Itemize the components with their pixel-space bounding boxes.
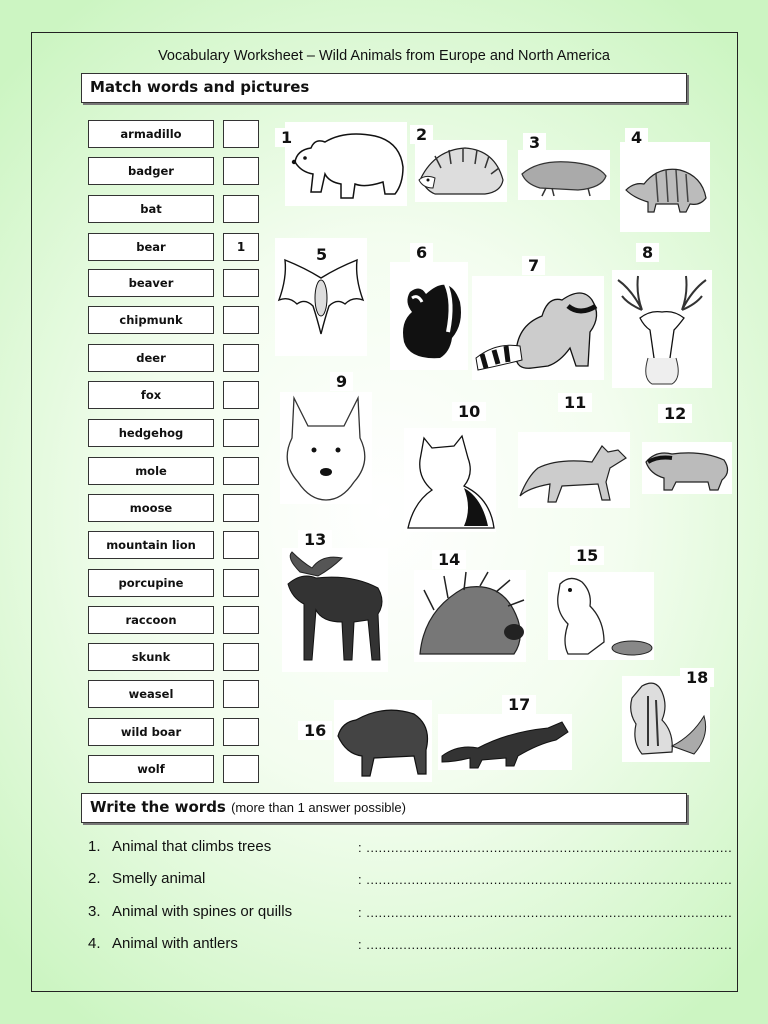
word-skunk: skunk bbox=[88, 643, 214, 671]
picture-badger bbox=[642, 442, 732, 494]
picture-number: 10 bbox=[452, 402, 486, 421]
answer-box-bat[interactable] bbox=[223, 195, 259, 223]
deer-icon bbox=[612, 270, 712, 388]
answer-box-chipmunk[interactable] bbox=[223, 306, 259, 334]
picture-number: 16 bbox=[298, 721, 332, 740]
write-section-heading bbox=[81, 793, 687, 823]
word-badger: badger bbox=[88, 157, 214, 185]
match-section-heading bbox=[81, 73, 687, 103]
answer-box-wolf[interactable] bbox=[223, 755, 259, 783]
picture-number: 14 bbox=[432, 550, 466, 569]
porcupine-icon bbox=[414, 570, 526, 662]
picture-wolf bbox=[280, 392, 372, 504]
answer-line-4[interactable]: : ......................................................................................... bbox=[358, 937, 733, 952]
word-wild-boar: wild boar bbox=[88, 718, 214, 746]
picture-wild-boar bbox=[334, 700, 432, 782]
weasel-icon bbox=[438, 714, 572, 770]
answer-box-moose[interactable] bbox=[223, 494, 259, 522]
picture-number: 5 bbox=[310, 245, 333, 264]
answer-box-badger[interactable] bbox=[223, 157, 259, 185]
word-bat: bat bbox=[88, 195, 214, 223]
picture-chipmunk bbox=[622, 676, 710, 762]
answer-box-hedgehog[interactable] bbox=[223, 419, 259, 447]
picture-mole bbox=[518, 150, 610, 200]
answer-box-beaver[interactable] bbox=[223, 269, 259, 297]
answer-box-armadillo[interactable] bbox=[223, 120, 259, 148]
badger-icon bbox=[642, 442, 732, 494]
word-beaver: beaver bbox=[88, 269, 214, 297]
picture-number: 2 bbox=[410, 125, 433, 144]
write-heading-subtext: (more than 1 answer possible) bbox=[231, 800, 406, 815]
mole-icon bbox=[518, 150, 610, 200]
picture-number: 13 bbox=[298, 530, 332, 549]
answer-box-porcupine[interactable] bbox=[223, 569, 259, 597]
picture-number: 18 bbox=[680, 668, 714, 687]
answer-line-2[interactable]: : ......................................................................................... bbox=[358, 872, 733, 887]
picture-number: 4 bbox=[625, 128, 648, 147]
answer-box-weasel[interactable] bbox=[223, 680, 259, 708]
answer-box-bear[interactable]: 1 bbox=[223, 233, 259, 261]
answer-box-mole[interactable] bbox=[223, 457, 259, 485]
word-raccoon: raccoon bbox=[88, 606, 214, 634]
picture-number: 1 bbox=[275, 128, 298, 147]
picture-number: 3 bbox=[523, 133, 546, 152]
picture-raccoon bbox=[472, 276, 604, 380]
word-fox: fox bbox=[88, 381, 214, 409]
picture-hedgehog bbox=[415, 140, 507, 202]
question-3: 3. Animal with spines or quills bbox=[88, 903, 293, 920]
answer-box-skunk[interactable] bbox=[223, 643, 259, 671]
word-wolf: wolf bbox=[88, 755, 214, 783]
picture-number: 15 bbox=[570, 546, 604, 565]
picture-number: 17 bbox=[502, 695, 536, 714]
picture-moose bbox=[282, 548, 388, 672]
answer-box-mountain-lion[interactable] bbox=[223, 531, 259, 559]
word-mole: mole bbox=[88, 457, 214, 485]
moose-icon bbox=[282, 548, 388, 672]
fox-icon bbox=[518, 432, 630, 508]
word-hedgehog: hedgehog bbox=[88, 419, 214, 447]
picture-porcupine bbox=[414, 570, 526, 662]
answer-box-wild-boar[interactable] bbox=[223, 718, 259, 746]
beaver-icon bbox=[548, 572, 654, 660]
bear-icon bbox=[285, 122, 407, 206]
word-mountain-lion: mountain lion bbox=[88, 531, 214, 559]
picture-deer bbox=[612, 270, 712, 388]
word-deer: deer bbox=[88, 344, 214, 372]
armadillo-icon bbox=[620, 142, 710, 232]
raccoon-icon bbox=[472, 276, 604, 380]
write-heading-text: Write the words bbox=[90, 798, 226, 816]
picture-number: 6 bbox=[410, 243, 433, 262]
question-4: 4. Animal with antlers bbox=[88, 935, 238, 952]
answer-box-deer[interactable] bbox=[223, 344, 259, 372]
answer-box-fox[interactable] bbox=[223, 381, 259, 409]
question-1: 1. Animal that climbs trees bbox=[88, 838, 272, 855]
word-weasel: weasel bbox=[88, 680, 214, 708]
word-moose: moose bbox=[88, 494, 214, 522]
answer-line-1[interactable]: : ......................................................................................... bbox=[358, 840, 733, 855]
match-heading-text: Match words and pictures bbox=[90, 78, 310, 96]
wild-boar-icon bbox=[334, 700, 432, 782]
picture-number: 12 bbox=[658, 404, 692, 423]
page-title: Vocabulary Worksheet – Wild Animals from Europe and North America bbox=[158, 48, 610, 64]
picture-number: 11 bbox=[558, 393, 592, 412]
word-armadillo: armadillo bbox=[88, 120, 214, 148]
picture-skunk bbox=[390, 262, 468, 370]
picture-mountain-lion bbox=[404, 428, 496, 532]
picture-bear bbox=[285, 122, 407, 206]
picture-fox bbox=[518, 432, 630, 508]
picture-number: 9 bbox=[330, 372, 353, 391]
word-bear: bear bbox=[88, 233, 214, 261]
word-chipmunk: chipmunk bbox=[88, 306, 214, 334]
answer-line-3[interactable]: : ......................................................................................... bbox=[358, 905, 733, 920]
picture-armadillo bbox=[620, 142, 710, 232]
question-2: 2. Smelly animal bbox=[88, 870, 206, 887]
picture-beaver bbox=[548, 572, 654, 660]
picture-weasel bbox=[438, 714, 572, 770]
chipmunk-icon bbox=[622, 676, 710, 762]
picture-number: 7 bbox=[522, 256, 545, 275]
picture-number: 8 bbox=[636, 243, 659, 262]
skunk-icon bbox=[390, 262, 468, 370]
wolf-icon bbox=[280, 392, 372, 504]
mountain-lion-icon bbox=[404, 428, 496, 532]
word-porcupine: porcupine bbox=[88, 569, 214, 597]
answer-box-raccoon[interactable] bbox=[223, 606, 259, 634]
hedgehog-icon bbox=[415, 140, 507, 202]
